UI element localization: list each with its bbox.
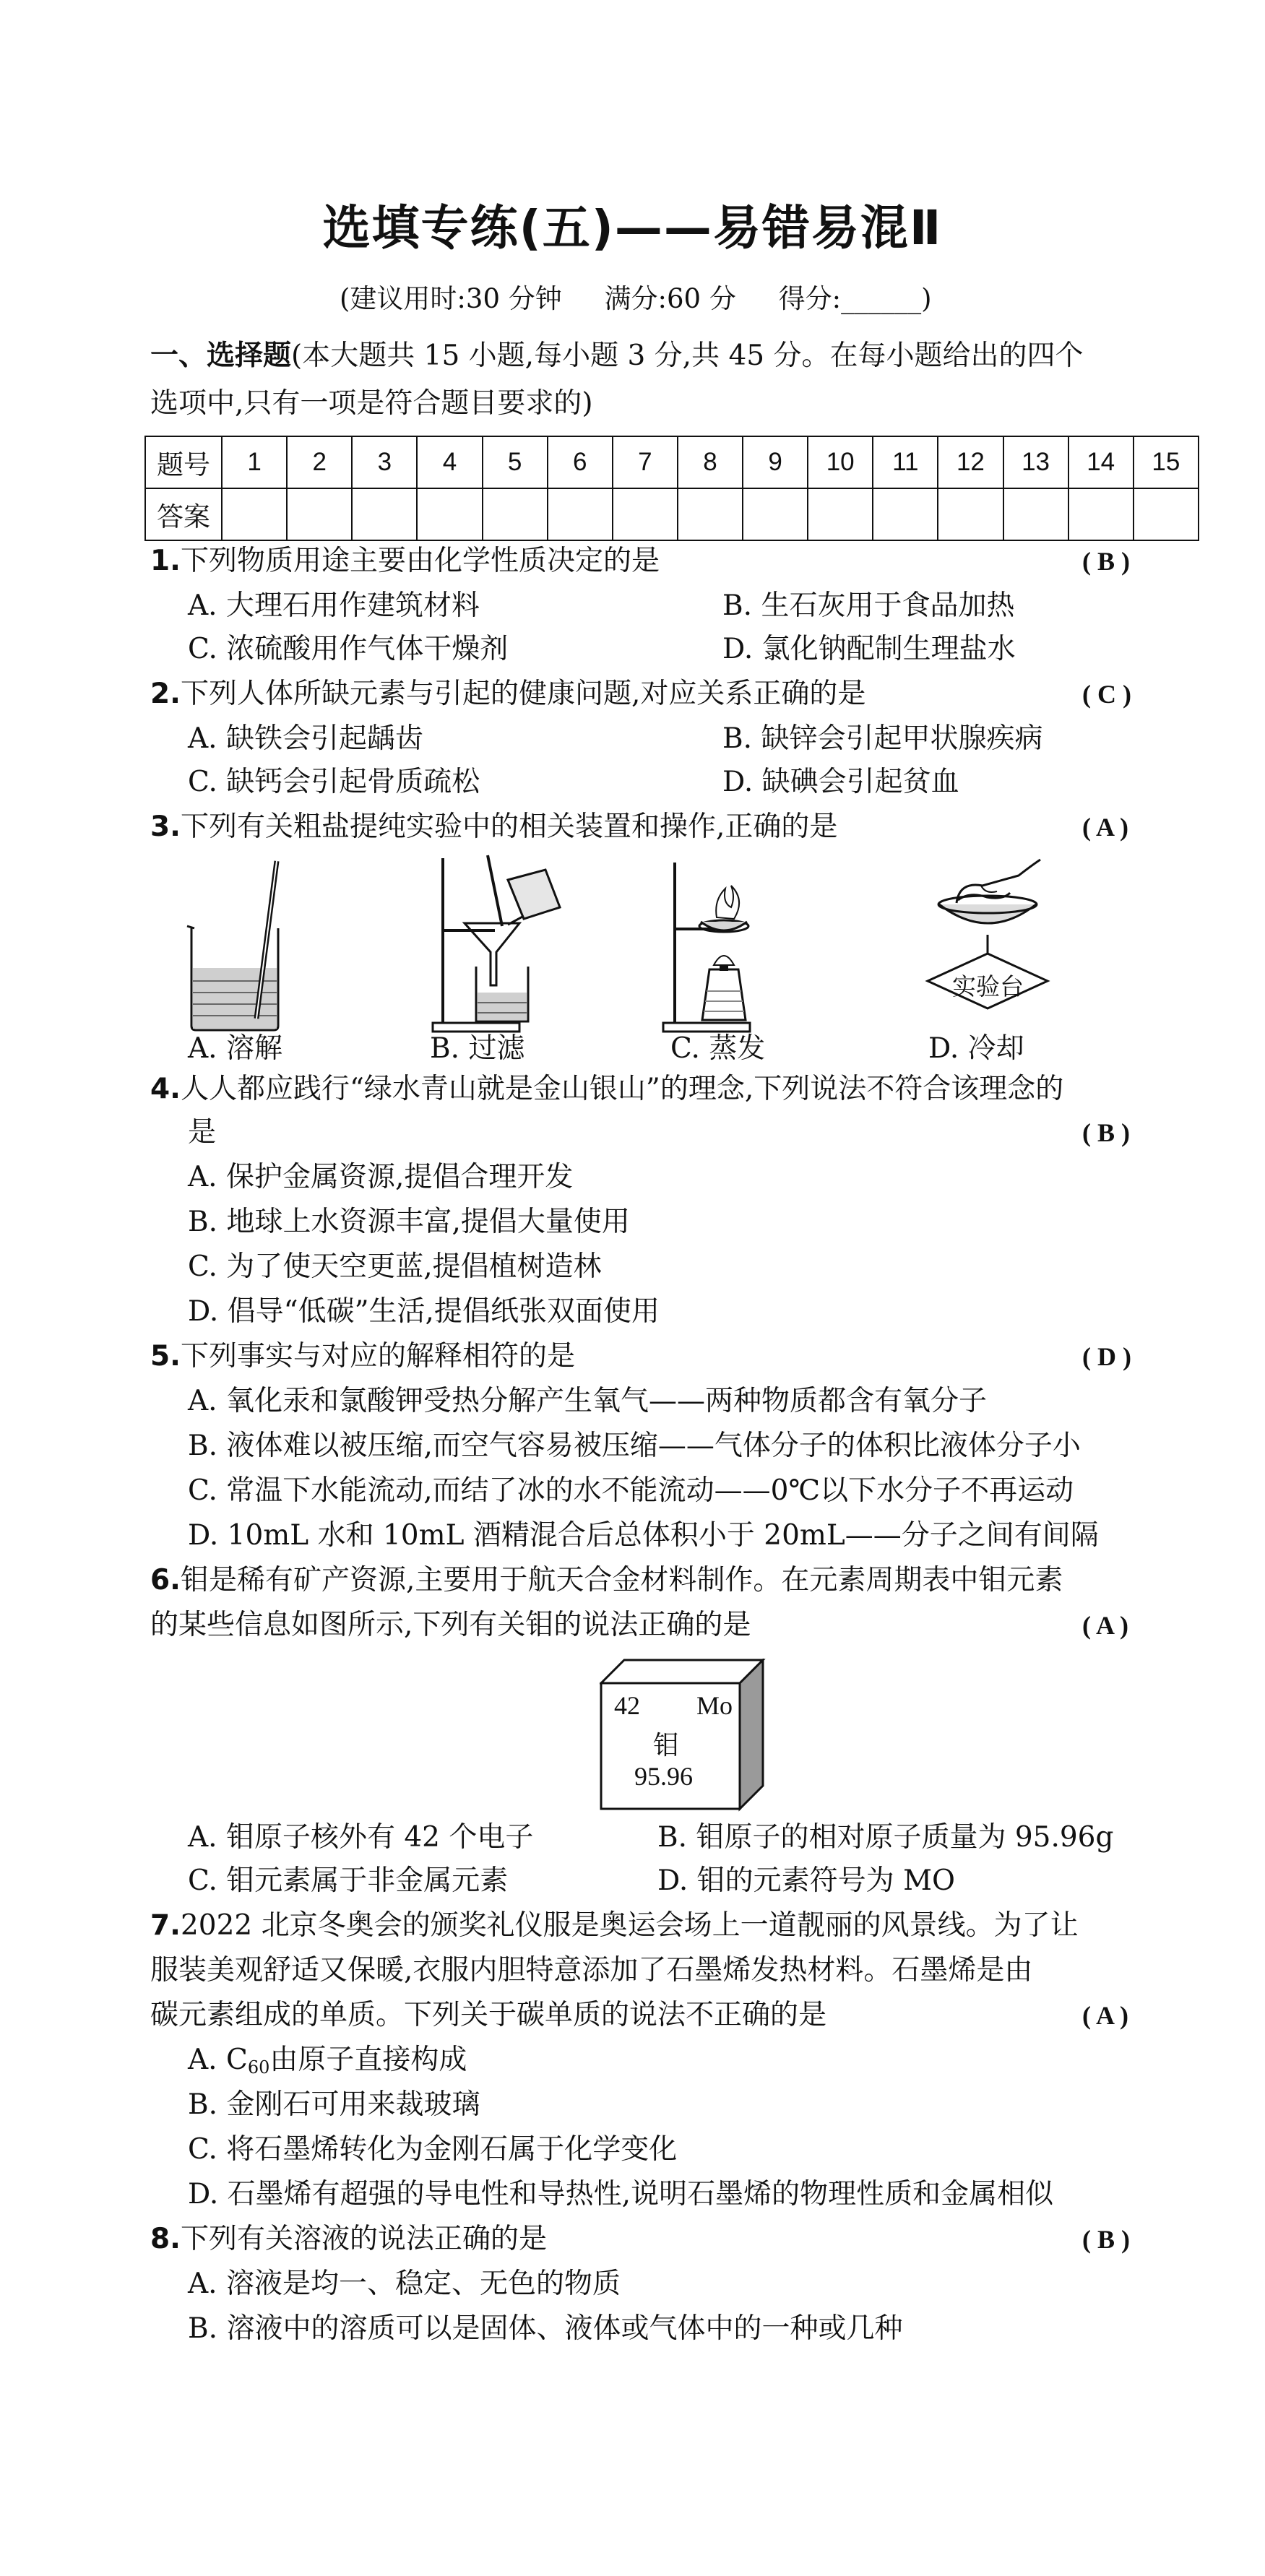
q1-option-b: B. 生石灰用于食品加热 bbox=[722, 589, 1015, 622]
table-answer-cell[interactable] bbox=[417, 488, 482, 540]
q2-stem-text: 下列人体所缺元素与引起的健康问题,对应关系正确的是 bbox=[180, 678, 866, 710]
table-number-cell: 6 bbox=[548, 436, 613, 488]
table-number-cell: 4 bbox=[417, 436, 482, 488]
table-header-number: 题号 bbox=[145, 436, 222, 488]
q7-option-a-subscript: 60 bbox=[247, 2057, 270, 2078]
table-answer-cell[interactable] bbox=[743, 488, 808, 540]
q6-option-c: C. 钼元素属于非金属元素 bbox=[188, 1864, 509, 1897]
table-answer-cell[interactable] bbox=[287, 488, 352, 540]
q6-stem-line2: 的某些信息如图所示,下列有关钼的说法正确的是 bbox=[150, 1609, 751, 1641]
q3-number: 3. bbox=[150, 811, 181, 843]
table-number-cell: 13 bbox=[1003, 436, 1068, 488]
table-number-cell: 2 bbox=[287, 436, 352, 488]
q3-stem bbox=[150, 810, 837, 844]
q7-option-a-prefix: A. C bbox=[188, 2044, 248, 2076]
q1-stem bbox=[150, 544, 660, 579]
q2-option-b: B. 缺锌会引起甲状腺疾病 bbox=[722, 722, 1043, 755]
q6-stem-text-1: 钼是稀有矿产资源,主要用于航天合金材料制作。在元素周期表中钼元素 bbox=[180, 1564, 1063, 1596]
answer-table-number-row bbox=[145, 436, 1199, 488]
q2-option-d: D. 缺碘会引起贫血 bbox=[722, 766, 959, 798]
table-number-cell: 5 bbox=[483, 436, 548, 488]
q1-stem-text: 下列物质用途主要由化学性质决定的是 bbox=[180, 545, 660, 577]
q1-number: 1. bbox=[150, 545, 181, 577]
q4-number: 4. bbox=[150, 1073, 181, 1105]
table-header-answer: 答案 bbox=[145, 488, 222, 540]
section-heading bbox=[150, 332, 1198, 428]
element-name: 钼 bbox=[653, 1731, 680, 1760]
answer-table bbox=[144, 436, 1199, 541]
q4-answer: ( B ) bbox=[1082, 1118, 1130, 1147]
page-title: 选填专练(五)——易错易混Ⅱ bbox=[322, 200, 943, 256]
q7-stem-text-1: 2022 北京冬奥会的颁奖礼仪服是奥运会场上一道靓丽的风景线。为了让 bbox=[180, 1909, 1079, 1942]
filtering-apparatus-figure bbox=[423, 851, 567, 1033]
table-answer-cell[interactable] bbox=[548, 488, 613, 540]
q5-stem-text: 下列事实与对应的解释相符的是 bbox=[180, 1340, 575, 1373]
table-number-cell: 14 bbox=[1068, 436, 1134, 488]
q8-answer: ( B ) bbox=[1082, 2225, 1130, 2254]
bench-label: 实验台 bbox=[952, 972, 1024, 1000]
table-number-cell: 10 bbox=[808, 436, 873, 488]
q5-option-a: A. 氧化汞和氯酸钾受热分解产生氧气——两种物质都含有氧分子 bbox=[188, 1385, 987, 1417]
element-atomic-mass: 95.96 bbox=[634, 1762, 693, 1791]
table-number-cell: 7 bbox=[613, 436, 678, 488]
table-number-cell: 15 bbox=[1134, 436, 1199, 488]
q7-number: 7. bbox=[150, 1909, 181, 1942]
q4-stem-text-1: 人人都应践行“绿水青山就是金山银山”的理念,下列说法不符合该理念的 bbox=[180, 1073, 1064, 1105]
q7-option-a-suffix: 由原子直接构成 bbox=[269, 2044, 467, 2076]
q7-stem-line3: 碳元素组成的单质。下列关于碳单质的说法不正确的是 bbox=[150, 1999, 827, 2031]
q7-answer: ( A ) bbox=[1082, 2001, 1129, 2030]
table-answer-cell[interactable] bbox=[938, 488, 1003, 540]
q2-stem bbox=[150, 677, 865, 712]
table-number-cell: 1 bbox=[222, 436, 287, 488]
table-answer-cell[interactable] bbox=[352, 488, 417, 540]
q1-option-d: D. 氯化钠配制生理盐水 bbox=[722, 633, 1016, 665]
dissolving-beaker-figure bbox=[184, 860, 293, 1033]
q3-stem-text: 下列有关粗盐提纯实验中的相关装置和操作,正确的是 bbox=[180, 811, 838, 843]
q1-option-a: A. 大理石用作建筑材料 bbox=[188, 589, 480, 622]
page-subtitle: (建议用时:30 分钟 满分:60 分 得分:______) bbox=[340, 283, 932, 314]
q4-option-c: C. 为了使天空更蓝,提倡植树造林 bbox=[188, 1250, 602, 1283]
evaporating-apparatus-figure bbox=[656, 860, 779, 1033]
q2-number: 2. bbox=[150, 678, 181, 710]
answer-table-answer-row bbox=[145, 488, 1199, 540]
q3-option-b: B. 过滤 bbox=[430, 1032, 525, 1065]
q7-option-c: C. 将石墨烯转化为金刚石属于化学变化 bbox=[188, 2133, 678, 2166]
q8-option-b: B. 溶液中的溶质可以是固体、液体或气体中的一种或几种 bbox=[188, 2312, 903, 2345]
table-answer-cell[interactable] bbox=[222, 488, 287, 540]
q6-number: 6. bbox=[150, 1564, 181, 1596]
q4-stem-line1 bbox=[150, 1072, 1063, 1107]
q3-option-d: D. 冷却 bbox=[928, 1032, 1024, 1065]
table-answer-cell[interactable] bbox=[873, 488, 938, 540]
table-answer-cell[interactable] bbox=[1068, 488, 1134, 540]
q2-answer: ( C ) bbox=[1082, 680, 1131, 709]
element-symbol: Mo bbox=[696, 1691, 733, 1720]
q4-option-d: D. 倡导“低碳”生活,提倡纸张双面使用 bbox=[188, 1295, 660, 1328]
q8-stem bbox=[150, 2222, 547, 2257]
q5-option-c: C. 常温下水能流动,而结了冰的水不能流动——0℃以下水分子不再运动 bbox=[188, 1474, 1074, 1507]
table-number-cell: 9 bbox=[743, 436, 808, 488]
section-desc-2: 选项中,只有一项是符合题目要求的) bbox=[150, 387, 593, 420]
table-answer-cell[interactable] bbox=[1003, 488, 1068, 540]
q2-option-a: A. 缺铁会引起龋齿 bbox=[188, 722, 423, 755]
table-answer-cell[interactable] bbox=[1134, 488, 1199, 540]
q6-option-a: A. 钼原子核外有 42 个电子 bbox=[188, 1821, 534, 1854]
q8-option-a: A. 溶液是均一、稳定、无色的物质 bbox=[188, 2268, 621, 2300]
q5-number: 5. bbox=[150, 1340, 181, 1373]
q6-stem-line1 bbox=[150, 1563, 1063, 1598]
table-number-cell: 3 bbox=[352, 436, 417, 488]
table-answer-cell[interactable] bbox=[483, 488, 548, 540]
q7-option-a bbox=[188, 2043, 467, 2085]
q3-option-c: C. 蒸发 bbox=[670, 1032, 766, 1065]
q8-stem-text: 下列有关溶液的说法正确的是 bbox=[180, 2223, 547, 2255]
q7-option-d: D. 石墨烯有超强的导电性和导热性,说明石墨烯的物理性质和金属相似 bbox=[188, 2178, 1054, 2210]
q8-number: 8. bbox=[150, 2223, 181, 2255]
table-number-cell: 12 bbox=[938, 436, 1003, 488]
section-desc-1: (本大题共 15 小题,每小题 3 分,共 45 分。在每小题给出的四个 bbox=[291, 340, 1084, 372]
q3-answer: ( A ) bbox=[1082, 813, 1129, 842]
q5-option-b: B. 液体难以被压缩,而空气容易被压缩——气体分子的体积比液体分子小 bbox=[188, 1430, 1081, 1462]
q1-option-c: C. 浓硫酸用作气体干燥剂 bbox=[188, 633, 509, 665]
q4-stem-line2: 是 bbox=[188, 1116, 217, 1149]
q2-option-c: C. 缺钙会引起骨质疏松 bbox=[188, 766, 480, 798]
table-answer-cell[interactable] bbox=[808, 488, 873, 540]
element-atomic-number: 42 bbox=[614, 1691, 640, 1720]
q3-option-a: A. 溶解 bbox=[188, 1032, 282, 1065]
q4-option-a: A. 保护金属资源,提倡合理开发 bbox=[188, 1161, 574, 1193]
q7-stem-line1 bbox=[150, 1909, 1079, 1943]
section-number: 一、 bbox=[150, 340, 207, 372]
q6-option-b: B. 钼原子的相对原子质量为 95.96g bbox=[657, 1821, 1114, 1854]
q6-option-d: D. 钼的元素符号为 MO bbox=[657, 1864, 955, 1897]
q5-stem bbox=[150, 1339, 575, 1374]
q7-option-b: B. 金刚石可用来裁玻璃 bbox=[188, 2088, 480, 2121]
q7-stem-line2: 服装美观舒适又保暖,衣服内胆特意添加了石墨烯发热材料。石墨烯是由 bbox=[150, 1954, 1033, 1987]
section-label: 选择题 bbox=[207, 340, 292, 372]
table-number-cell: 8 bbox=[678, 436, 743, 488]
q1-answer: ( B ) bbox=[1082, 547, 1130, 576]
q6-answer: ( A ) bbox=[1082, 1611, 1129, 1640]
q5-option-d: D. 10mL 水和 10mL 酒精混合后总体积小于 20mL——分子之间有间隔 bbox=[188, 1519, 1099, 1552]
table-answer-cell[interactable] bbox=[613, 488, 678, 540]
q5-answer: ( D ) bbox=[1082, 1342, 1131, 1371]
table-number-cell: 11 bbox=[873, 436, 938, 488]
table-answer-cell[interactable] bbox=[678, 488, 743, 540]
q4-option-b: B. 地球上水资源丰富,提倡大量使用 bbox=[188, 1206, 630, 1238]
